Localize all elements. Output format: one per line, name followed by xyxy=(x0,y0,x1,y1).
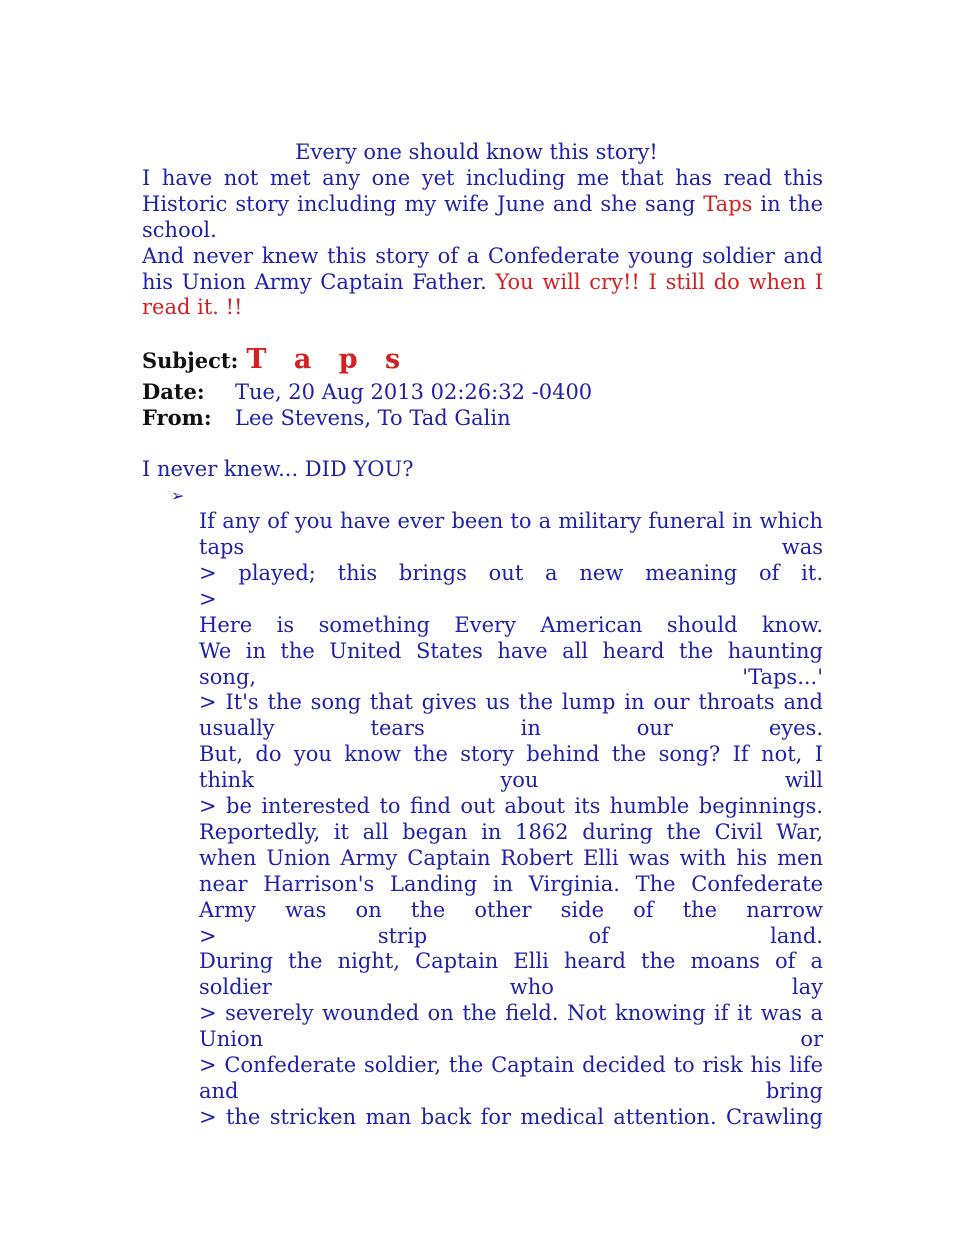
story-line: Union or xyxy=(199,1027,823,1052)
cry-warning: You will cry!! I still do when I read it. !! xyxy=(142,269,823,320)
story-line: near Harrison's Landing in Virginia. The Confederate xyxy=(199,871,823,896)
email-header xyxy=(142,344,823,431)
opening-line: I never knew... DID YOU? xyxy=(142,457,414,482)
story-line: > It's the song that gives us the lump in our throats and xyxy=(199,690,823,715)
story-line: Army was on the other side of the narrow xyxy=(199,897,823,922)
story-body xyxy=(199,509,823,1130)
from-row xyxy=(142,405,823,431)
story-line: and bring xyxy=(199,1078,823,1103)
from-value: Lee Stevens, To Tad Galin xyxy=(235,406,511,431)
date-row xyxy=(142,379,823,405)
story-line: song, 'Taps...' xyxy=(199,664,823,689)
story-line: > xyxy=(199,586,217,611)
story-line: > Confederate soldier, the Captain decided to risk his life xyxy=(199,1052,823,1077)
story-line: when Union Army Captain Robert Elli was with his men xyxy=(199,845,823,870)
story-line: > the stricken man back for medical attention. Crawling xyxy=(199,1104,823,1129)
from-label: From: xyxy=(142,405,212,431)
intro-paragraph-1-text-b: in the school. xyxy=(142,191,823,242)
intro-title: Every one should know this story! xyxy=(295,140,658,164)
story-line: > severely wounded on the field. Not knowing if it was a xyxy=(199,1001,823,1026)
story-line: We in the United States have all heard the haunting xyxy=(199,638,823,663)
story-line: think you will xyxy=(199,768,823,793)
story-line: > be interested to find out about its humble beginnings. xyxy=(199,794,823,819)
story-line: > strip of land. xyxy=(199,923,823,948)
date-label: Date: xyxy=(142,379,205,405)
date-value: Tue, 20 Aug 2013 02:26:32 -0400 xyxy=(235,380,593,405)
story-line: But, do you know the story behind the song? If not, I xyxy=(199,742,823,767)
story-line: soldier who lay xyxy=(199,975,823,1000)
intro-paragraph-1-text-a: I have not met any one yet including me that has read this Historic story including my wife June and she sang xyxy=(142,165,823,216)
taps-highlight: Taps xyxy=(703,191,753,216)
intro-paragraph-2-text: And never knew this story of a Confederate young soldier and his Union Army Captain Father. xyxy=(142,243,823,294)
bullet-arrow-icon: ➢ xyxy=(171,486,185,506)
story-line: During the night, Captain Elli heard the moans of a xyxy=(199,949,823,974)
document-page xyxy=(142,140,823,1131)
subject-row xyxy=(142,344,823,379)
story-line: > played; this brings out a new meaning of it. xyxy=(199,561,823,586)
story-line: If any of you have ever been to a military funeral in which xyxy=(199,509,823,534)
story-line: Reportedly, it all began in 1862 during the Civil War, xyxy=(199,819,823,844)
story-line: Here is something Every American should know. xyxy=(199,612,823,637)
story-line: taps was xyxy=(199,535,823,560)
story-line: usually tears in our eyes. xyxy=(199,716,823,741)
subject-value: T a p s xyxy=(246,344,410,376)
intro-paragraph-2 xyxy=(142,244,823,322)
intro-paragraph-1 xyxy=(142,166,823,244)
subject-label: Subject: xyxy=(142,348,239,374)
